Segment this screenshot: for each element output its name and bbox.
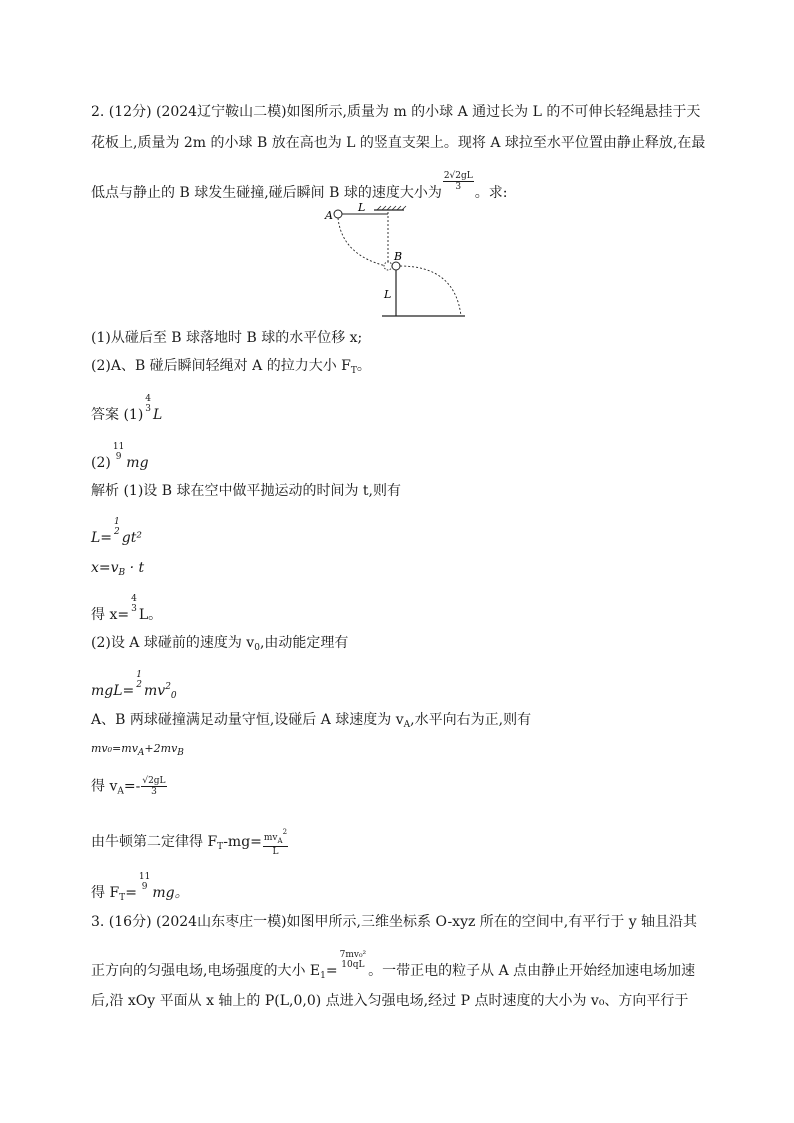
eq-8: 得 $F_T=$ 11 9 mg。 [91,872,189,903]
label-l-side: L [384,288,392,301]
label-b: B [394,250,403,263]
q2-line1: 2. (12分) (2024辽宁鞍山二模)如图所示,质量为 m 的小球 A 通过长为 L 的不可伸长轻绳悬挂于天 [91,104,701,120]
q3-line3: 后,沿 xOy 平面从 x 轴上的 P(L,0,0) 点进入匀强电场,经过 P 点时速度的大小为 v₀、方向平行于 [91,993,689,1009]
answer-2: (2) 11 9 mg [91,442,149,471]
eq-4: mgL= 1 2 $mv^2_0$ [91,670,177,701]
eq-2: $x=v_B \cdot t$ [91,560,145,578]
eq-7: 由牛顿第二定律得 $F_T-mg=$ $\frac{mv_A^2}{L}$ [91,828,288,857]
label-a: A [325,209,333,222]
label-l-top: L [358,201,366,214]
q2-line2: 花板上,质量为 2m 的小球 B 放在高也为 L 的竖直支架上。现将 A 球拉至水平位置由静止释放,在最 [91,135,706,151]
q2-speed-fraction: $\frac{2√2gL}{3}$ [443,171,473,192]
ball-a [334,210,342,218]
analysis-intro: 解析 (1)设 B 球在空中做平抛运动的时间为 t,则有 [91,483,401,499]
p2-intro: (2)设 A 球碰前的速度为 $v_0$,由动能定理有 [91,635,349,653]
eq-6: 得 $v_A=-$ $\frac{√2gL}{3}$ [91,776,166,797]
q2-line3-text: 低点与静止的 B 球发生碰撞,碰后瞬间 B 球的速度大小为 [91,185,442,201]
eq-5: $mv_0=mv_A+2mv_B$ [91,742,184,758]
q2-sub2: (2)A、B 碰后瞬间轻绳对 A 的拉力大小 $F_T$。 [91,358,371,376]
p2-momentum: A、B 两球碰撞满足动量守恒,设碰后 A 球速度为 $v_A$,水平向右为正,则有 [91,712,532,730]
q2-sub1: (1)从碰后至 B 球落地时 B 球的水平位移 x; [91,330,363,346]
pendulum-figure [320,200,480,325]
eq-1: L= 1 2 gt² [91,517,142,546]
q3-line2: 正方向的匀强电场,电场强度的大小 $E_1=$ 7mv₀² 10qL 。一带正电的粒子从 A 点由静止开始经加速电场加速 [91,950,696,981]
q2-line3 [91,171,507,203]
q3-line1: 3. (16分) (2024山东枣庄一模)如图甲所示,三维坐标系 O-xyz 所在的空间中,有平行于 y 轴且沿其 [91,914,698,930]
ball-b [392,262,400,270]
answer-1: 答案 (1) 4 3 L [91,394,163,423]
q2-line3-end: 。求: [474,185,508,201]
eq-3: 得 x= 4 3 L。 [91,594,163,623]
